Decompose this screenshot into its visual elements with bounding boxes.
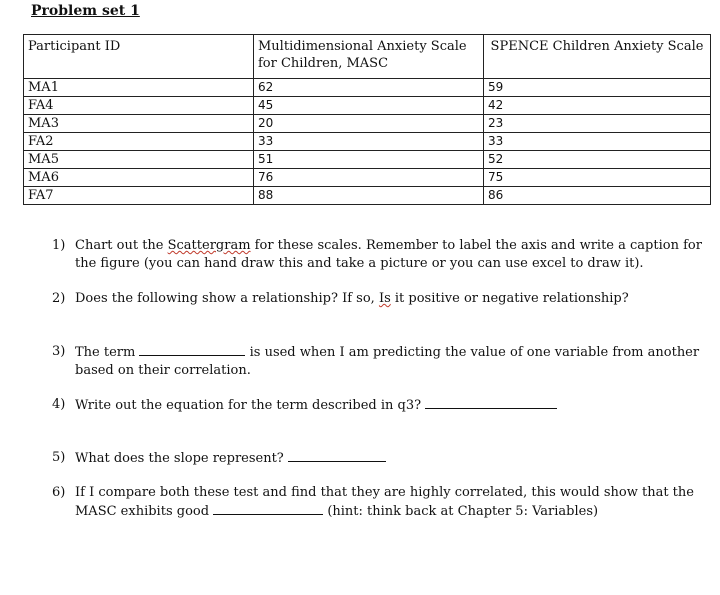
answer-blank[interactable] [425,396,557,409]
question-text: Chart out the Scattergram for these scales. Remember to label the axis and write a caption for the figure (you can hand draw this and take a picture or you can use excel to draw it). [75,238,702,271]
spence-cell: 86 [484,187,711,205]
table-row [24,169,711,187]
spence-cell: 52 [484,151,711,169]
table-row [24,79,711,97]
question-2 [52,290,707,308]
masc-cell: 62 [254,79,484,97]
question-number: 2) [52,291,66,306]
question-number: 6) [52,485,66,500]
question-text: If I compare both these test and find that they are highly correlated, this would show that the MASC exhibits good (hint: think back at Chapter 5: Variables) [75,485,694,519]
question-1 [52,237,707,273]
participant-id-cell: FA7 [24,187,254,205]
question-number: 5) [52,450,66,465]
masc-cell: 76 [254,169,484,187]
spence-cell: 42 [484,97,711,115]
answer-blank[interactable] [139,343,245,356]
spence-cell: 23 [484,115,711,133]
question-5 [52,449,707,468]
answer-blank[interactable] [288,449,386,462]
participant-id-cell: FA4 [24,97,254,115]
question-text: Does the following show a relationship? If so, Is it positive or negative relationship? [75,291,629,306]
table-row [24,133,711,151]
question-number: 1) [52,238,66,253]
header-masc: Multidimensional Anxiety Scale for Children, MASC [254,35,484,79]
table-row [24,97,711,115]
masc-cell: 88 [254,187,484,205]
participant-id-cell: MA5 [24,151,254,169]
question-number: 3) [52,344,66,359]
question-text: The term is used when I am predicting the value of one variable from another based on their correlation. [75,345,700,378]
spence-cell: 59 [484,79,711,97]
participant-table [23,34,711,205]
table-row [24,151,711,169]
masc-cell: 33 [254,133,484,151]
masc-cell: 20 [254,115,484,133]
header-participant-id: Participant ID [24,35,254,79]
header-spence: SPENCE Children Anxiety Scale [484,35,711,79]
spence-cell: 75 [484,169,711,187]
answer-blank[interactable] [213,502,323,515]
table-row [24,115,711,133]
table-header-row [24,35,711,79]
participant-id-cell: FA2 [24,133,254,151]
spellcheck-word: Scattergram [167,238,251,253]
participant-id-cell: MA1 [24,79,254,97]
masc-cell: 51 [254,151,484,169]
table-row [24,187,711,205]
spellcheck-word: Is [378,291,391,306]
participant-id-cell: MA6 [24,169,254,187]
question-6 [52,484,707,521]
question-3 [52,343,707,380]
question-text: What does the slope represent? [75,449,707,468]
spence-cell: 33 [484,133,711,151]
page-title: Problem set 1 [31,3,140,19]
question-text: Write out the equation for the term described in q3? [75,396,707,415]
participant-id-cell: MA3 [24,115,254,133]
question-4 [52,396,707,415]
question-number: 4) [52,397,66,412]
masc-cell: 45 [254,97,484,115]
